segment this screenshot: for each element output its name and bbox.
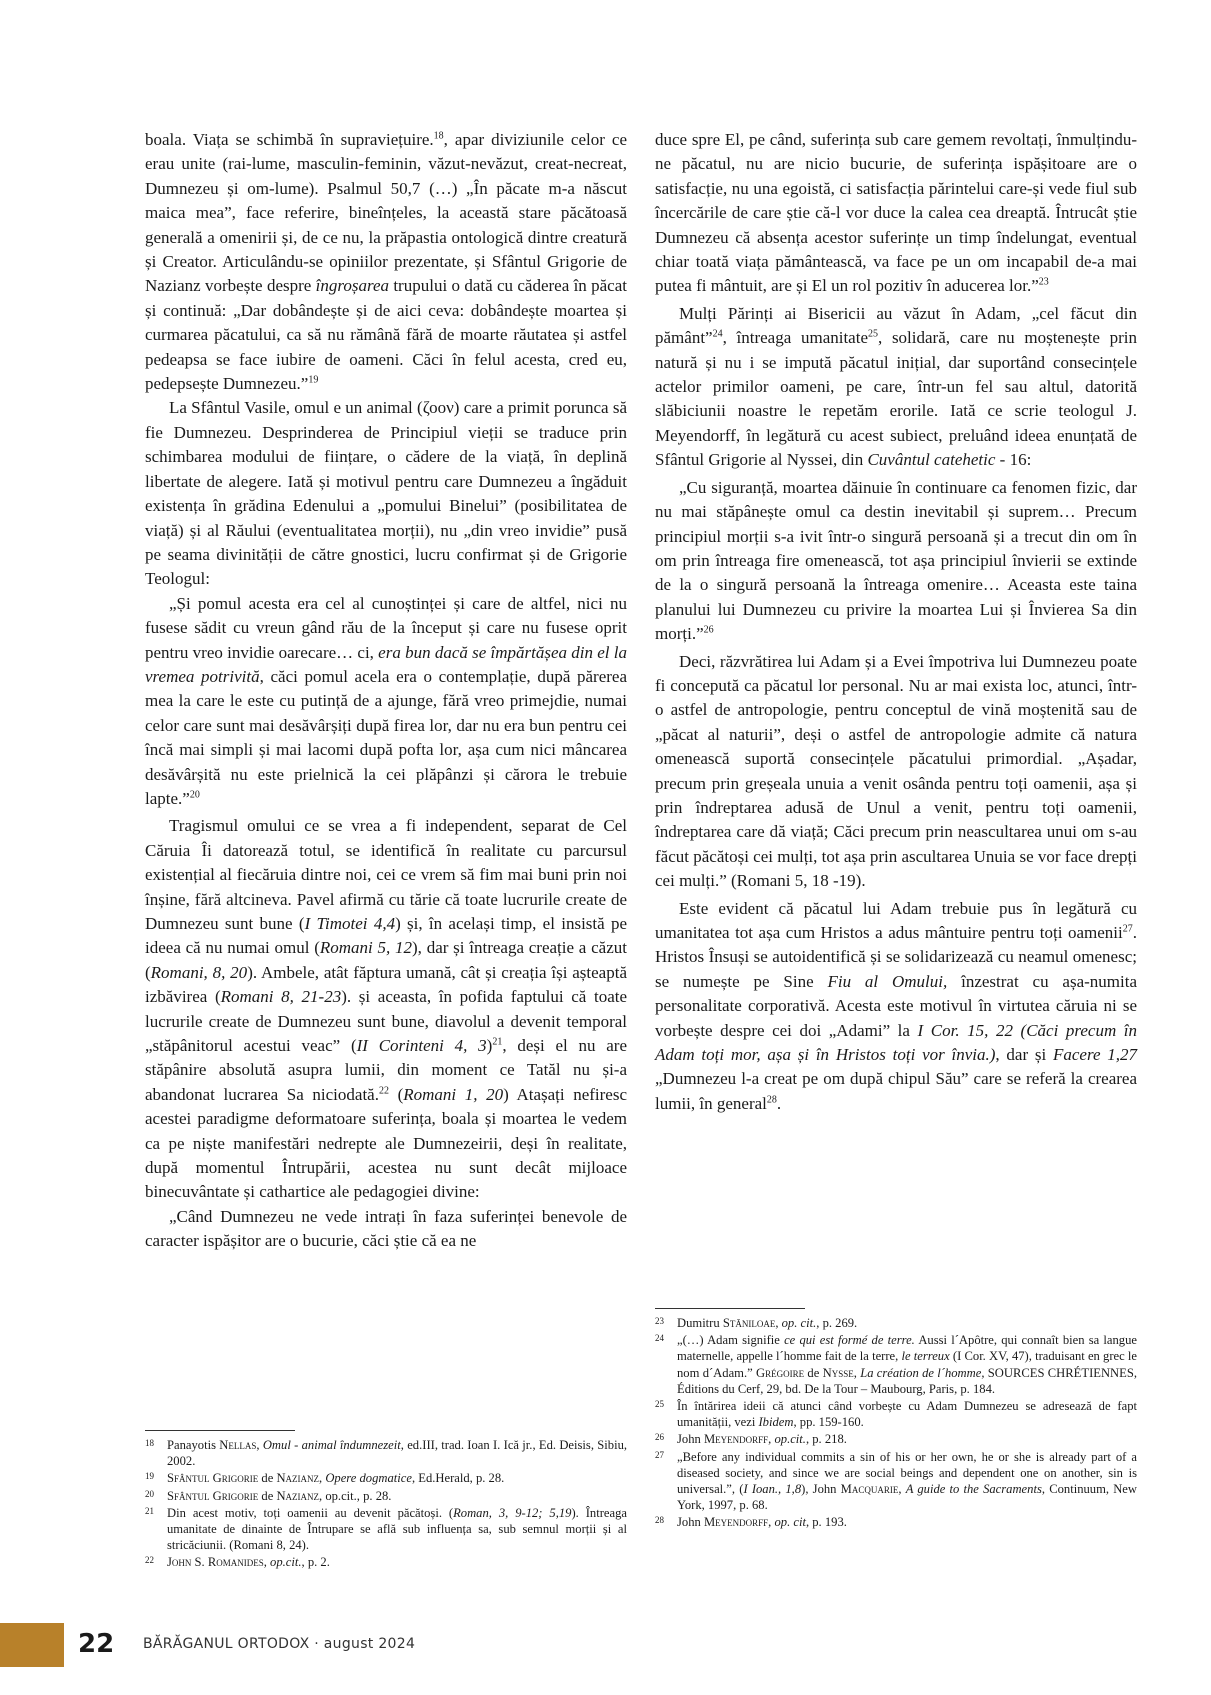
footnote: 28 John Meyendorff, op. cit, p. 193.	[655, 1515, 847, 1530]
footnote-ref[interactable]: 24	[712, 328, 723, 340]
footnote-ref[interactable]: 21	[492, 1036, 503, 1048]
footnote-ref[interactable]: 26	[703, 624, 714, 636]
paragraph: boala. Viața se schimbă în supraviețuire.$^{18}$, apar diviziunile celor ce erau unite (rai-lume, masculin-feminin, văzut-nevăzut, creat-necreat, Dumnezeu și om-lume). Psalmul 50,7 (…) „În păcate m-a născut maica mea”, face referire, bineînțeles, la această stare păcătoasă generală a omenirii și, de ce nu, la prăpastia ontologică dintre creatură și Creator. Articulându-se opiniilor prezentate, și Sfântul Grigorie de Nazianz vorbește despre îngroșarea trupului o dată cu căderea în păcat și continuă: „Dar dobândește și de aici ceva: dobândește moartea și curmarea păcatului, ca să nu rămână fără de moarte răutatea și astfel pedeapsa se face iubire de oameni. Căci în felul acesta, cred eu, pedepsește Dumnezeu.”$^{19}$	[145, 130, 627, 394]
page-number: 22	[78, 1629, 115, 1659]
paragraph: Tragismul omului ce se vrea a fi independent, separat de Cel Căruia Îi datorează totul, se identifică în realitate cu parcursul existențial al fiecăruia dintre noi, cei ce vrem să fim mai buni prin noi înșine, fără altcineva. Pavel afirmă cu tărie că toate lucrurile create de Dumnezeu sunt bune (I Timotei 4,4) și, în același timp, el insistă pe ideea că nu numai omul (Romani 5, 12), dar și întreaga creație a căzut (Romani, 8, 20). Ambele, atât făptura umană, cât și creația își așteaptă izbăvirea (Romani 8, 21-23). și aceasta, în pofida faptului că toate lucrurile create de Dumnezeu sunt bune, diavolul a devenit temporal „stăpânitorul acestui veac” (II Corinteni 4, 3)$^{21}$, deși el nu are stăpânire absolută asupra lumii, din moment ce Tatăl nu și-a abandonat lucrarea Sa niciodată.$^{22}$ (Romani 1, 20) Atașați nefiresc acestei paradigme deformatoare suferința, boala și moartea le vedem ca pe niște manifestări nedrepte ale Dumnezeirii, deși în realitate, după momentul Întrupării, acestea nu sunt decât mijloace binecuvântate și cathartice ale pedagogiei divine:	[145, 816, 628, 1202]
footnote: 21 Din acest motiv, toți oamenii au devenit păcătoși. (Roman, 3, 9-12; 5,19). Întreaga umanitate de dinainte de Întrupare se află sub influența sa, sub semnul morții și al stricăciunii. (Romani 8, 24).	[145, 1505, 627, 1553]
magazine-title	[143, 1634, 415, 1654]
footnote-ref[interactable]: 18	[433, 130, 444, 142]
footnotes-right	[655, 1308, 1137, 1532]
footnote: 18 Panayotis Nellas, Omul - animal îndumnezeit, ed.III, trad. Ioan I. Ică jr., Ed. Deisis, Sibiu, 2002.	[145, 1438, 628, 1469]
footnote-divider	[655, 1308, 805, 1309]
footnote: 25 În întărirea ideii că atunci când vorbește cu Adam Dumnezeu se adresează de fapt umanității, vezi Ibidem, pp. 159-160.	[655, 1399, 1137, 1430]
quote-paragraph: „Cu siguranță, moartea dăinuie în continuare ca fenomen fizic, dar nu mai stăpânește omul ca destin inevitabil și suprem… Precum principiul morții s-a ivit într-o singură persoană și a trecut din om în om prin întreaga fire omenească, tot așa principiul învierii se extinde de la o singură persoană la întreaga omenire… Aceasta este taina planului lui Dumnezeu cu privire la moartea Lui și Învierea Sa din morți.”$^{26}$	[655, 477, 1137, 644]
paragraph: La Sfântul Vasile, omul e un animal (ζοον) care a primit porunca să fie Dumnezeu. Desprinderea de Principiul vieții se traduce prin schimbarea modului de ființare, o cădere de la viață, în deplină libertate de alegere. Iată și motivul pentru care Dumnezeu a îngăduit existența în grădina Edenului a „pomului Binelui” (posibilitatea de viață) și al Răului (eventualitatea morții), nu „din vreo invidie” pusă pe seama divinității de către gnostici, lucru confirmat și de Grigorie Teologul:	[145, 398, 628, 589]
footnote: 19 Sfântul Grigorie de Nazianz, Opere dogmatice, Ed.Herald, p. 28.	[145, 1471, 505, 1486]
footnote-ref[interactable]: 28	[766, 1094, 777, 1106]
footnote-ref[interactable]: 20	[189, 789, 200, 801]
footnote: 20 Sfântul Grigorie de Nazianz, op.cit., p. 28.	[145, 1488, 392, 1503]
footnote-ref[interactable]: 25	[868, 328, 878, 340]
footnote: 26 John Meyendorff, op.cit., p. 218.	[655, 1432, 847, 1447]
quote-paragraph: „Și pomul acesta era cel al cunoștinței și care de altfel, nici nu fusese sădit cu vreun gând rău de la început și care nu fusese oprit pentru vreo invidie oarecare… ci, era bun dacă se împărtășea din el la vremea potrivită, căci pomul acela era o contemplație, după părerea mea la care le este cu putință de a ajunge, fără vreo primejdie, numai celor care sunt mai desăvârșiți după firea lor, dar nu era bun pentru cei încă mai simpli și mai lacomi după pofta lor, așa cum nici mâncarea desăvârșită nu este prielnică la cei plăpânzi și cărora le trebuie lapte.”$^{20}$	[145, 593, 628, 808]
footnote: 23 Dumitru Stăniloae, op. cit., p. 269.	[655, 1316, 858, 1330]
paragraph: Este evident că păcatul lui Adam trebuie pus în legătură cu umanitatea tot așa cum Hristos a adus mântuire pentru toți oamenii$^{27}$. Hristos Însuși se autoidentifică și se solidarizează cu neamul omenesc; se numește pe Sine Fiu al Omului, înzestrat cu așa-numita personalitate corporativă. Acesta este motivul în virtutea căruia ni se vorbește despre cei doi „Adami” la I Cor. 15, 22 (Căci precum în Adam toți mor, așa și în Hristos toți vor învia.), dar și Facere 1,27 „Dumnezeu l-a creat pe om după chipul Său” care se referă la crearea lumii, în general$^{28}$.	[655, 898, 1138, 1113]
issue-date: · august 2024	[314, 1636, 416, 1652]
footnote-divider	[145, 1430, 295, 1431]
right-column	[655, 128, 1137, 1116]
paragraph: Mulți Părinți ai Bisericii au văzut în Adam, „cel făcut din pământ”$^{24}$, întreaga umanitate$^{25}$, solidară, care nu moștenește prin natură și nu i se impută păcatul inițial, dar suportând consecințele actelor primilor oameni, pe care, într-un fel sau altul, datorită slăbiciunii noastre le repetăm erorile. Iată ce scrie teologul J. Meyendorff, în legătură cu acest subiect, preluând ideea enunțată de Sfântul Grigorie al Nyssei, din Cuvântul catehetic - 16:	[655, 303, 1137, 470]
footnote-ref[interactable]: 27	[1122, 923, 1133, 935]
left-column	[145, 128, 627, 1254]
footnote-ref[interactable]: 23	[1038, 276, 1049, 288]
paragraph: Deci, răzvrătirea lui Adam și a Evei împotriva lui Dumnezeu poate fi concepută ca păcatul lor personal. Nu ar mai exista loc, atunci, într-o astfel de antropologie, pentru conceptul de vină moștenită sau de „păcat al naturii”, deși o astfel de antropologie admite că natura omenească suportă consecințele păcatului primordial. „Așadar, precum prin greșeala unuia a venit osânda pentru toți oamenii, așa și prin îndreptarea adusă de Unul a venit, pentru toți oamenii, îndreptarea care dă viață; Căci precum prin neascultarea unui om s-au făcut păcătoși cei mulți, tot așa prin ascultarea Unuia se vor face drepți cei mulți.” (Romani 5, 18 -19).	[655, 651, 1137, 891]
footer-accent-bar	[0, 1623, 64, 1667]
footnotes-left	[145, 1430, 627, 1572]
footnote-ref[interactable]: 22	[378, 1085, 389, 1097]
footnote: 27 „Before any individual commits a sin of his or her own, he or she is already part of a diseased society, and since we are social beings and dependent one on another, sin is universal.”, (I Ioan., 1,8), John Macquarie, A guide to the Sacraments, Continuum, New York, 1997, p. 68.	[655, 1449, 1137, 1513]
footnote-ref[interactable]: 19	[308, 374, 319, 386]
footnote: 24 „(…) Adam signifie ce qui est formé de terre. Aussi l´Apôtre, qui connaît bien sa langue maternelle, appelle l´homme fait de la terre, le terreux (I Cor. XV, 47), traduisant en grec le nom d´Adam.” Grégoire de Nysse, La création de l´homme, SOURCES CHRÉTIENNES, Éditions du Cerf, 29, bd. De la Tour – Maubourg, Paris, p. 184.	[655, 1333, 1137, 1396]
magazine-name: BĂRĂGANUL ORTODOX	[143, 1636, 310, 1652]
quote-paragraph: „Când Dumnezeu ne vede intrați în faza suferinței benevole de caracter ispășitor are o bucurie, căci știe că ea ne	[145, 1206, 627, 1251]
footnote: 22 John S. Romanides, op.cit., p. 2.	[145, 1555, 330, 1570]
paragraph: duce spre El, pe când, suferința sub care gemem revoltați, înmulțindu-ne păcatul, nu are nicio bucurie, de suferința ispășitoare are o satisfacție, nu una egoistă, ci satisfacția părintelui care-și vede fiul sub încercările de care știe că-l vor duce la calea cea dreaptă. Întrucât știe Dumnezeu că absența acestor suferințe un timp îndelungat, eventual chiar toată viața pământească, va face pe un om incapabil de-a mai putea fi mântuit, are și El un rol pozitiv în aducerea lor.”$^{23}$	[655, 130, 1137, 296]
